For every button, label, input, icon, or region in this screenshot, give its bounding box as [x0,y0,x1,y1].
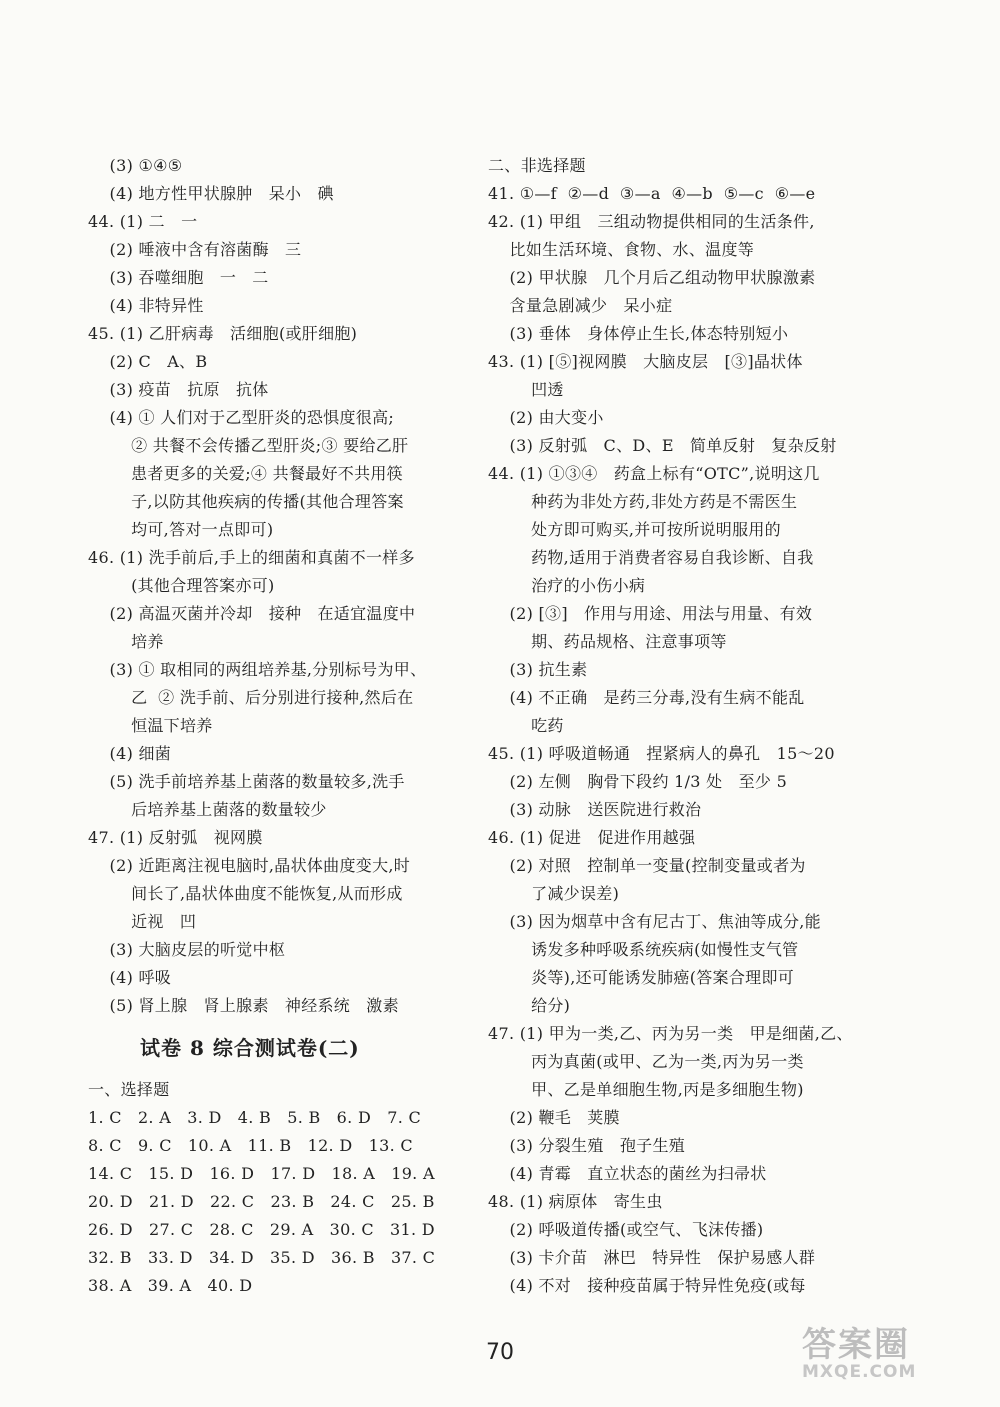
answer-line: 培养 [88,632,164,651]
answer-line: 44. (1) ①③④ 药盒上标有“OTC”,说明这几 [488,464,820,483]
watermark-logo [802,1317,972,1387]
answer-line: 44. (1) 二 一 [88,212,198,231]
answer-line: 46. (1) 促进 促进作用越强 [488,828,696,847]
answer-line: 子,以防其他疾病的传播(其他合理答案 [88,492,404,511]
multiple-choice-block [88,1076,478,1300]
answer-line: 45. (1) 乙肝病毒 活细胞(或肝细胞) [88,324,358,343]
answer-line: 含量急剧减少 呆小症 [488,296,673,315]
answer-line: 41. ①—f ②—d ③—a ④—b ⑤—c ⑥—e [488,184,816,203]
answer-line: (2) 近距离注视电脑时,晶状体曲度变大,时 [88,856,411,875]
answer-line: (4) 细菌 [88,744,172,763]
answer-line: (2) 由大变小 [488,408,604,427]
right-answer-block [488,152,868,1300]
answer-line: 1. C 2. A 3. D 4. B 5. B 6. D 7. C [88,1108,422,1127]
answer-line: (其他合理答案亦可) [88,576,275,595]
page-number: 70 [486,1340,514,1365]
answer-line: (2) 呼吸道传播(或空气、飞沫传播) [488,1220,764,1239]
answer-line: (4) 不对 接种疫苗属于特异性免疫(或每 [488,1276,806,1295]
answer-line: 炎等),还可能诱发肺癌(答案合理即可 [488,968,795,987]
answer-line: (2) 高温灭菌并冷却 接种 在适宜温度中 [88,604,416,623]
answer-line: (2) 鞭毛 荚膜 [488,1108,620,1127]
answer-line: 诱发多种呼吸系统疾病(如慢性支气管 [488,940,799,959]
watermark-text-bottom: MXQE.COM [802,1362,917,1382]
answer-line: ② 共餐不会传播乙型肝炎;③ 要给乙肝 [88,436,409,455]
answer-line: (3) 反射弧 C、D、E 简单反射 复杂反射 [488,436,837,455]
answer-line: 吃药 [488,716,564,735]
answer-line: (2) 甲状腺 几个月后乙组动物甲状腺激素 [488,268,816,287]
answer-line: (3) 分裂生殖 孢子生殖 [488,1136,686,1155]
answer-line: (3) 卡介苗 淋巴 特异性 保护易感人群 [488,1248,816,1267]
answer-line: 近视 凹 [88,912,197,931]
answer-line: (5) 洗手前培养基上菌落的数量较多,洗手 [88,772,405,791]
section-title: 试卷 8 综合测试卷(二) [140,1036,360,1060]
answer-line: (3) 垂体 身体停止生长,体态特别短小 [488,324,789,343]
answer-line: 38. A 39. A 40. D [88,1276,253,1295]
answer-line: (3) 因为烟草中含有尼古丁、焦油等成分,能 [488,912,821,931]
right-column [488,152,868,1300]
answer-line: (4) 地方性甲状腺肿 呆小 碘 [88,184,334,203]
answer-line: 47. (1) 甲为一类,乙、丙为另一类 甲是细菌,乙、 [488,1024,853,1043]
answer-line: 期、药品规格、注意事项等 [488,632,727,651]
answer-line: (2) [③] 作用与用途、用法与用量、有效 [488,604,813,623]
answer-line: (3) ①④⑤ [88,156,183,175]
answer-line: 42. (1) 甲组 三组动物提供相同的生活条件, [488,212,815,231]
answer-line: (4) 呼吸 [88,968,172,987]
answer-line: 47. (1) 反射弧 视网膜 [88,828,263,847]
left-column [88,152,478,1300]
answer-line: 间长了,晶状体曲度不能恢复,从而形成 [88,884,403,903]
answer-line: 14. C 15. D 16. D 17. D 18. A 19. A [88,1164,435,1183]
answer-line: 32. B 33. D 34. D 35. D 36. B 37. C [88,1248,436,1267]
answer-line: (2) C A、B [88,352,208,371]
answer-line: 20. D 21. D 22. C 23. B 24. C 25. B [88,1192,435,1211]
answer-line: 凹透 [488,380,564,399]
answer-line: 药物,适用于消费者容易自我诊断、自我 [488,548,814,567]
watermark-text-top: 答案圈 [802,1325,910,1365]
answer-line: 48. (1) 病原体 寄生虫 [488,1192,663,1211]
answer-line: (4) 青霉 直立状态的菌丝为扫帚状 [488,1164,767,1183]
answer-line: 一、选择题 [88,1080,170,1099]
answer-line: 均可,答对一点即可) [88,520,274,539]
answer-line: 26. D 27. C 28. C 29. A 30. C 31. D [88,1220,435,1239]
answer-line: 比如生活环境、食物、水、温度等 [488,240,755,259]
answer-line: (2) 左侧 胸骨下段约 1/3 处 至少 5 [488,772,788,791]
answer-line: (3) 动脉 送医院进行救治 [488,800,702,819]
answer-line: 种药为非处方药,非处方药是不需医生 [488,492,798,511]
answer-line: (4) 非特异性 [88,296,204,315]
answer-line: 乙 ② 洗手前、后分别进行接种,然后在 [88,688,414,707]
answer-line: (4) ① 人们对于乙型肝炎的恐惧度很高; [88,408,395,427]
answer-line: 甲、乙是单细胞生物,丙是多细胞生物) [488,1080,804,1099]
answer-line: 8. C 9. C 10. A 11. B 12. D 13. C [88,1136,413,1155]
answer-line: (2) 对照 控制单一变量(控制变量或者为 [488,856,806,875]
answer-line: (2) 唾液中含有溶菌酶 三 [88,240,302,259]
answer-line: 给分) [488,996,571,1015]
answer-line: 后培养基上菌落的数量较少 [88,800,327,819]
answer-line: (3) 抗生素 [488,660,588,679]
answer-line: 治疗的小伤小病 [488,576,646,595]
answer-line: (3) 大脑皮层的听觉中枢 [88,940,286,959]
answer-line: 45. (1) 呼吸道畅通 捏紧病人的鼻孔 15～20 [488,744,835,763]
answer-line: (3) 吞噬细胞 一 二 [88,268,269,287]
answer-line: (3) ① 取相同的两组培养基,分别标号为甲、 [88,660,427,679]
answer-line: 46. (1) 洗手前后,手上的细菌和真菌不一样多 [88,548,415,567]
left-answer-block [88,152,478,1020]
answer-line: 二、非选择题 [488,156,586,175]
answer-line: 43. (1) [⑤]视网膜 大脑皮层 [③]晶状体 [488,352,803,371]
answer-line: 了减少误差) [488,884,620,903]
answer-line: (4) 不正确 是药三分毒,没有生病不能乱 [488,688,805,707]
answer-line: 恒温下培养 [88,716,213,735]
answer-line: 患者更多的关爱;④ 共餐最好不共用筷 [88,464,403,483]
answer-line: (3) 疫苗 抗原 抗体 [88,380,269,399]
answer-line: (5) 肾上腺 肾上腺素 神经系统 激素 [88,996,399,1015]
answer-line: 丙为真菌(或甲、乙为一类,丙为另一类 [488,1052,804,1071]
answer-line: 处方即可购买,并可按所说明服用的 [488,520,781,539]
